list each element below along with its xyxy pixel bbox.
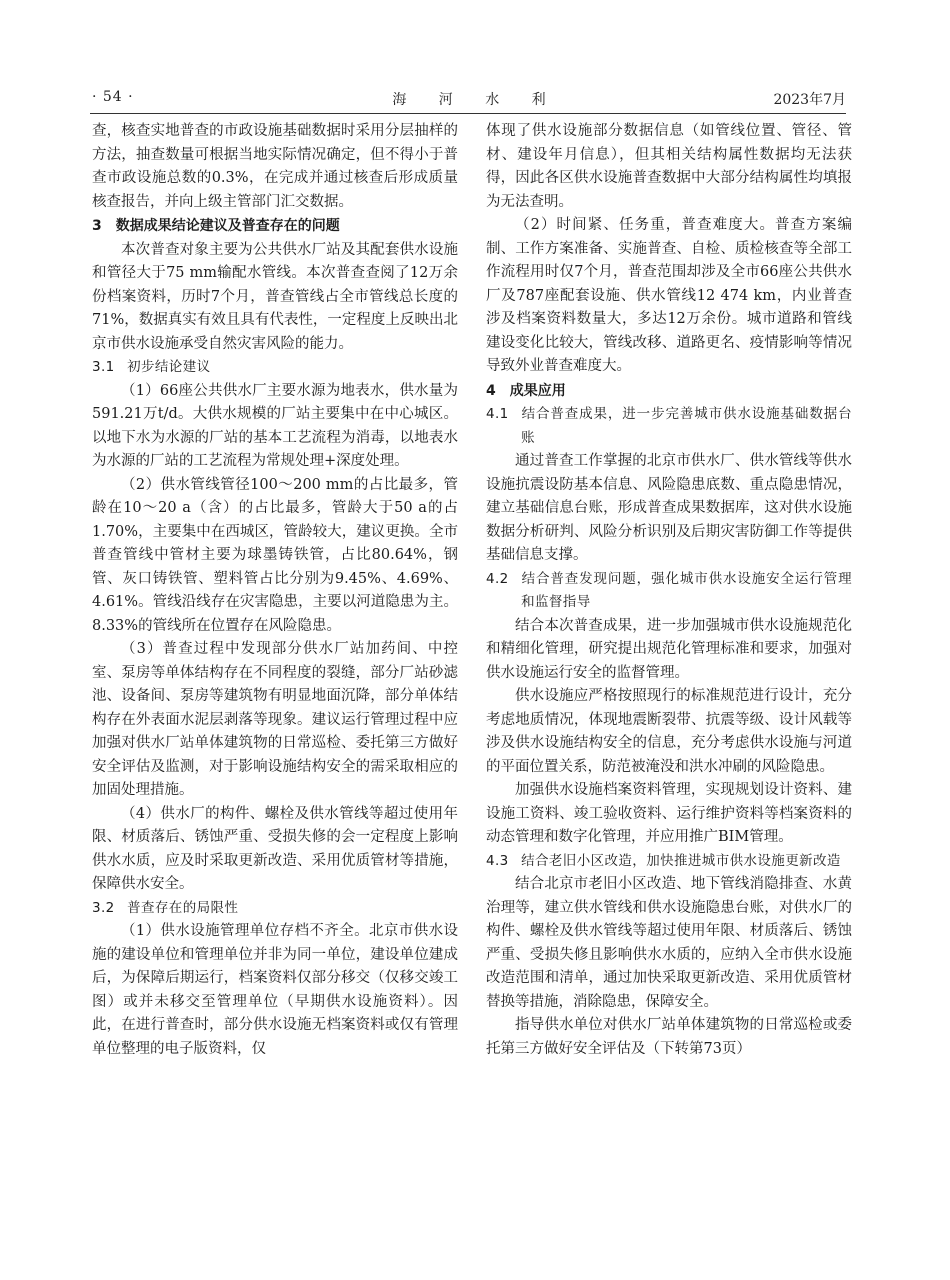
paragraph: 本次普查对象主要为公共供水厂站及其配套供水设施和管径大于75 mm输配水管线。本次普查查阅了12万余份档案资料，历时7个月，普查管线占全市管线总长度的71%，数据真实有效且具有代表性，一定程度上反映出北京市供水设施承受自然灾害风险的能力。	[92, 241, 458, 352]
issue-date: 2023年7月	[773, 92, 846, 108]
paragraph: 供水设施应严格按照现行的标准规范进行设计，充分考虑地质情况，体现地震断裂带、抗震等级、设计风载等涉及供水设施结构安全的信息，充分考虑供水设施与河道的平面位置关系，防范被淹没和洪水冲刷的风险隐患。	[486, 688, 852, 775]
subsection-heading-4-2	[486, 568, 852, 615]
subsection-title: 普查存在的局限性	[127, 899, 239, 916]
paragraph: 结合北京市老旧小区改造、地下管线消隐排查、水黄治理等，建立供水管线和供水设施隐患台账，对供水厂的构件、螺栓及供水管线等超过使用年限、材质落后、锈蚀严重、受损失修且影响供水水质的，应纳入全市供水设施改造范围和清单，通过加快采取更新改造、采用优质管材替换等措施，消除隐患，保障安全。	[486, 876, 852, 1010]
section-heading-4: 4 成果应用	[486, 382, 566, 399]
paragraph: 指导供水单位对供水厂站单体建筑物的日常巡检或委托第三方做好安全评估及（下转第73页）	[486, 1017, 852, 1057]
subsection-title: 结合老旧小区改造，加快推进城市供水设施更新改造	[521, 852, 841, 869]
journal-title: 海 河 水 利	[392, 92, 560, 108]
section-heading-3: 3 数据成果结论建议及普查存在的问题	[92, 218, 340, 234]
page-header	[92, 89, 846, 111]
subsection-number: 4.1	[486, 406, 509, 422]
paragraph: 加强供水设施档案资料管理，实现规划设计资料、建设施工资料、竣工验收资料、运行维护资料等档案资料的动态管理和数字化管理，并应用推广BIM管理。	[486, 782, 852, 845]
paragraph: （2）供水管线管径100～200 mm的占比最多，管龄在10～20 a（含）的占比最多，管龄大于50 a的占1.70%，主要集中在西城区，管龄较大，建议更换。全市普查管线中管材主要为球墨铸铁管，占比80.64%，钢管、灰口铸铁管、塑料管占比分别为9.45%、4.69%、4.61%。管线沿线存在灾害隐患，主要以河道隐患为主。8.33%的管线所在位置存在风险隐患。	[92, 476, 458, 634]
subsection-title: 初步结论建议	[127, 359, 211, 375]
subsection-heading-3-1	[92, 356, 458, 380]
paragraph: （4）供水厂的构件、螺栓及供水管线等超过使用年限、材质落后、锈蚀严重、受损失修的会一定程度上影响供水水质，应及时采取更新改造、采用优质管材等措施，保障供水安全。	[92, 805, 458, 892]
subsection-heading-4-3	[486, 850, 852, 874]
subsection-number: 3.2	[92, 899, 115, 916]
subsection-number: 4.3	[486, 852, 509, 869]
page-number: · 54 ·	[92, 89, 134, 105]
paragraph: 通过普查工作掌握的北京市供水厂、供水管线等供水设施抗震设防基本信息、风险隐患底数、重点隐患情况，建立基础信息台账，形成普查成果数据库，这对供水设施数据分析研判、风险分析识别及后期灾害防御工作等提供基础信息支撑。	[486, 453, 852, 563]
paragraph: （1）供水设施管理单位存档不齐全。北京市供水设施的建设单位和管理单位并非为同一单位，建设单位建成后，为保障后期运行，档案资料仅部分移交（仅移交竣工图）或并未移交至管理单位（早期供水设施资料）。因此，在进行普查时，部分供水设施无档案资料或仅有管理单位整理的电子版资料，仅	[92, 923, 458, 1057]
subsection-title: 结合普查发现问题，强化城市供水设施安全运行管理和监督指导	[521, 570, 852, 610]
left-column	[92, 120, 458, 1061]
paragraph: 查，核查实地普查的市政设施基础数据时采用分层抽样的方法，抽查数量可根据当地实际情况确定，但不得小于普查市政设施总数的0.3%，在完成并通过核查后形成质量核查报告，并向上级主管部门汇交数据。	[92, 123, 458, 210]
paragraph: 体现了供水设施部分数据信息（如管线位置、管径、管材、建设年月信息），但其相关结构属性数据均无法获得，因此各区供水设施普查数据中大部分结构属性均填报为无法查明。	[486, 123, 852, 210]
paragraph: 结合本次普查成果，进一步加强城市供水设施规范化和精细化管理，研究提出规范化管理标准和要求，加强对供水设施运行安全的监督管理。	[486, 617, 852, 681]
subsection-title: 结合普查成果，进一步完善城市供水设施基础数据台账	[521, 406, 852, 446]
header-rule	[90, 113, 846, 114]
subsection-number: 4.2	[486, 570, 509, 587]
paragraph: （1）66座公共供水厂主要水源为地表水，供水量为591.21万t/d。大供水规模的厂站主要集中在中心城区。以地下水为水源的厂站的基本工艺流程为消毒，以地表水为水源的厂站的工艺流程为常规处理+深度处理。	[92, 382, 458, 469]
subsection-heading-4-1	[486, 403, 852, 450]
paragraph: （2）时间紧、任务重，普查难度大。普查方案编制、工作方案准备、实施普查、自检、质检核查等全部工作流程用时仅7个月，普查范围却涉及全市66座公共供水厂及787座配套设施、供水管线12 474 km，内业普查涉及档案资料数量大，多达12万余份。城市道路和管线建设变化比较大，管线改移、道路更名、疫情影响等情况导致外业普查难度大。	[486, 217, 852, 374]
subsection-heading-3-2	[92, 897, 458, 921]
paragraph: （3）普查过程中发现部分供水厂站加药间、中控室、泵房等单体结构存在不同程度的裂缝，部分厂站砂滤池、设备间、泵房等建筑物有明显地面沉降，部分单体结构存在外表面水泥层剥落等现象。建议运行管理过程中应加强对供水厂站单体建筑物的日常巡检、委托第三方做好安全评估及监测，对于影响设施结构安全的需采取相应的加固处理措施。	[92, 641, 458, 798]
subsection-number: 3.1	[92, 359, 115, 375]
right-column	[486, 120, 852, 1061]
